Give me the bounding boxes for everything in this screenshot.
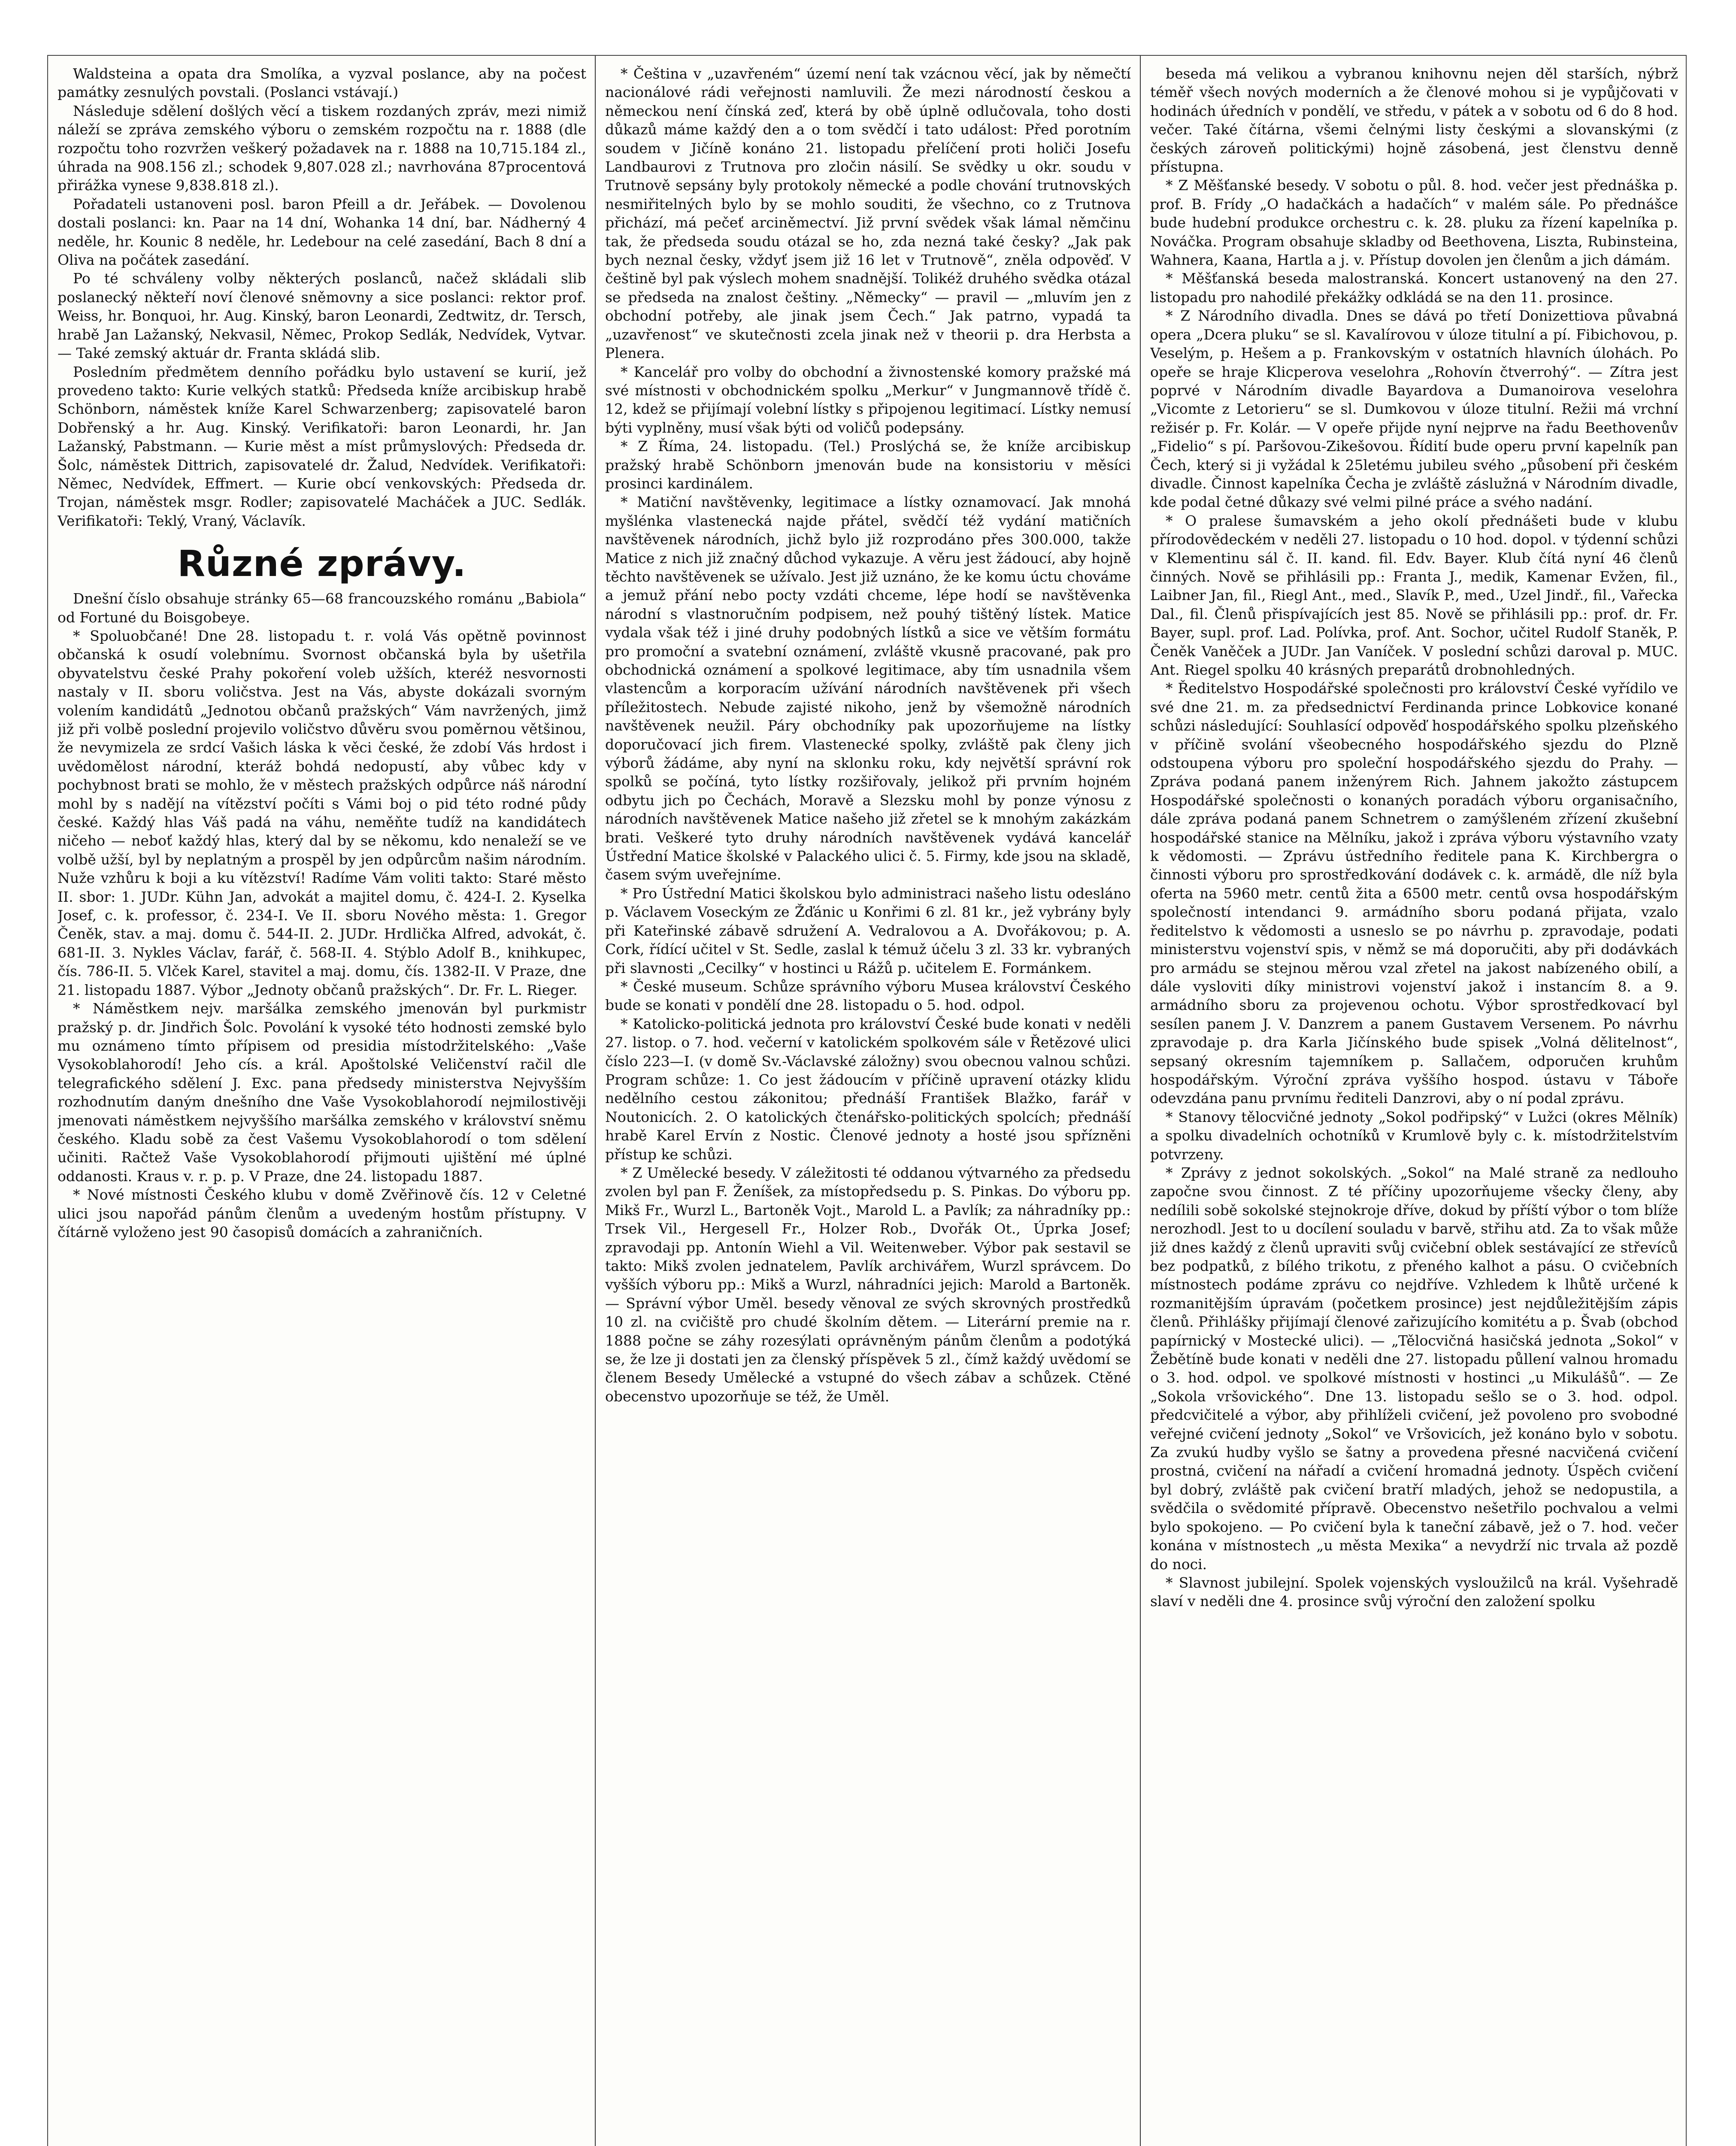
column-1: [58, 64, 586, 2146]
paragraph: * Z Říma, 24. listopadu. (Tel.) Proslýchá se, že kníže arcibiskup pražský hrabě Schönborn jmenován bude na konsistoriu v měsíci prosinci kardinálem.: [605, 438, 1131, 492]
paragraph: * Katolicko-politická jednota pro království České bude konati v neděli 27. listop. o 7. hod. večerní v katolickém spolkovém sále v Řetězové ulici číslo 223—I. (v domě Sv.-Václavské záložny) svou obecnou valnou schůzi. Program schůze: 1. Co jest žádoucím v příčině upravení otázky klidu nedělního cestou zákonitou; přednáší František Blažko, farář v Noutonicích. 2. O katolických čtenářsko-politických spolcích; přednáší hrabě Karel Ervín z Nostic. Členové jednoty a hosté jsou spřízněni přístup ke schůzi.: [605, 1015, 1131, 1163]
paragraph: * O pralese šumavském a jeho okolí přednášeti bude v klubu přírodovědeckém v neděli 27. listopadu o 10 hod. dopol. v týdenní schůzi v Klementinu sál č. II. kand. fil. Edv. Bayer. Klub čítá nyní 46 členů činných. Nově se přihlásili pp.: Franta J., medik, Kamenar Evžen, fil., Laibner Jan, fil., Riegl Ant., med., Slavík P., med., Uzel Jindř., fil., Vařecka Dal., fil. Členů přispívajících jest 85. Nově se přihlásili pp.: prof. dr. Fr. Bayer, supl. prof. Lad. Polívka, prof. Ant. Sochor, učitel Rudolf Staněk, P. Čeněk Vaněček a JUDr. Jan Vaníček. V poslední schůzi daroval p. MUC. Ant. Riegel spolku 40 krásných preparátů drobnohledných.: [1150, 512, 1678, 678]
paragraph: * Pro Ústřední Matici školskou bylo administraci našeho listu odesláno p. Václavem Voseckým ze Žďánic u Konřimi 6 zl. 81 kr., jež vybrány byly při Kateřinské zábavě sdružení A. Vedralovou a A. Dvořákovou; p. A. Cork, řídící učitel v St. Sedle, zaslal k témuž účelu 3 zl. 33 kr. vybraných při slavnosti „Cecilky“ v hostinci u Rážů p. učitelem E. Formánkem.: [605, 885, 1131, 976]
newspaper-page: [47, 55, 1687, 2146]
paragraph: * Matiční navštěvenky, legitimace a lístky oznamovací. Jak mnohá myšlénka vlastenecká najde přátel, svědčí též vydání matičních navštěvenek národních, jichž bylo již rozprodáno přes 300.000, takže Matice z nich již značný důchod vykazuje. A věru jest žádoucí, aby hojně těchto navštěvenek se užívalo. Jest již uznáno, že ke komu úctu chováme a jemuž přání nebo pocty vzdáti chceme, lépe hodí se navštěvenka národní s vlastnoručním podpisem, než pouhý tištěný lístek. Matice vydala však též i jiné druhy podobných lístků a sice ve větším formátu pro promoční a svatební oznámení, zvláště vkusně pracované, pak pro obchodnická oznámení a spolkové legitimace, aby tím usnadnila všem vlastencům a korporacím užívání národních navštěvenek při všech příležitostech. Nebude zajisté nikoho, jenž by všemožně národních navštěvenek neužil. Páry obchodníky pak upozorňujeme na lístky doporučovací jich firem. Vlastenecké spolky, zvláště pak členy jich výborů žádáme, aby nyní na sklonku roku, kdy největší správní rok spolků se počíná, tyto lístky rozšiřovaly, jelikož při prvním hojném odbytu jich po Čechách, Moravě a Slezsku mohl by ponze výnosu z národních navštěvenek Matice našeho již zřetel se k mnohým zakázkám brati. Veškeré tyto druhy národních navštěvenek vydává kancelář Ústřední Matice školské v Palackého ulici č. 5. Firmy, kde jsou na skladě, časem svým uveřejníme.: [605, 494, 1131, 883]
paragraph: * Stanovy tělocvičné jednoty „Sokol podřipský“ v Lužci (okres Mělník) a spolku divadelních ochotníků v Krumlově byly c. k. místodržitelstvím potvrzeny.: [1150, 1108, 1678, 1163]
paragraph: beseda má velikou a vybranou knihovnu nejen děl starších, nýbrž téměř všech nových moderních a že členové mohou si je vypůjčovati v hodinách úředních v pondělí, ve středu, v pátek a v sobotu od 6 do 8 hod. večer. Také čítárna, všemi čelnými listy českými a slovanskými (z českých zároveň politickými) hojně zásobená, jest členstvu denně přístupna.: [1150, 65, 1678, 176]
paragraph: * Čeština v „uzavřeném“ území není tak vzácnou věcí, jak by němečtí nacionálové rádi veřejnosti namluvili. Že mezi národností českou a německou není čínská zeď, která by obě úplně odlučovala, toho dosti důkazů máme každý den a o tom svědčí i tato událost: Před porotním soudem v Jičíně konáno 21. listopadu přelíčení proti holiči Josefu Landbaurovi z Trutnova pro zločin násilí. Se svědky u okr. soudu v Trutnově sepsány byly protokoly německé a podle chování trutnovských nesmiřitelných bylo by se mohlo souditi, že všechno, co z Trutnova přichází, má pečeť arciněmectví. Již první svědek však lámal němčinu tak, že předseda soudu otázal se ho, zda nezná také česky? „Jak pak bych neznal česky, vždyť jsem již 16 let v Trutnově“, zněla odpověď. V češtině byl pak výslech mohem snadnější. Tolikéž druhého svědka otázal se předseda na znalost češtiny. „Německy“ — pravil — „mluvím jen z obchodní potřeby, ale jinak jsem Čech.“ Jak patrno, vypadá ta „uzavřenost“ ve skutečnosti zcela jinak než v theorii p. dra Herbsta a Plenera.: [605, 65, 1131, 362]
section-heading: Různé zprávy.: [177, 543, 467, 585]
column-2: [605, 64, 1131, 2146]
paragraph: * Měšťanská beseda malostranská. Koncert ustanovený na den 27. listopadu pro nahodilé překážky odkládá se na den 11. prosince.: [1150, 270, 1678, 306]
paragraph: * České museum. Schůze správního výboru Musea království Českého bude se konati v pondělí dne 28. listopadu o 5. hod. odpol.: [605, 978, 1131, 1014]
paragraph: Následuje sdělení došlých věcí a tiskem rozdaných zpráv, mezi nimiž náleží se zpráva zemského výboru o zemském rozpočtu na r. 1888 (dle rozpočtu toho rozvržen veškerý požadavek na r. 1888 na 10,715.184 zl., úhrada na 908.156 zl.; schodek 9,807.028 zl.; navrhována 87procentová přirážka vynese 9,838.818 zl.).: [58, 102, 586, 194]
paragraph: Po té schváleny volby některých poslanců, načež skládali slib poslanecký někteří noví členové sněmovny a sice poslanci: rektor prof. Weiss, hr. Bonquoi, hr. Aug. Kinský, baron Leonardi, Zedtwitz, dr. Tersch, hrabě Jan Lažanský, Nekvasil, Němec, Prokop Sedlák, Nedvídek, Vytvar. — Také zemský aktuár dr. Franta skládá slib.: [58, 270, 586, 362]
paragraph: * Kancelář pro volby do obchodní a živnostenské komory pražské má své místnosti v obchodnickém spolku „Merkur“ v Jungmannově třídě č. 12, kdež se přijímají volební lístky s připojenou legitimací. Lístky nemusí býti vyplněny, musí však býti od voličů podepsány.: [605, 363, 1131, 436]
paragraph: Posledním předmětem denního pořádku bylo ustavení se kurií, jež provedeno takto: Kurie velkých statků: Předseda kníže arcibiskup hrabě Schönborn, náměstek kníže Karel Schwarzenberg; zapisovatelé baron Dobřenský a hr. Aug. Kinský. Verifikatoři: baron Leonardi, hr. Jan Lažanský, Pabstmann. — Kurie měst a míst průmyslových: Předseda dr. Šolc, náměstek Dittrich, zapisovatelé dr. Žalud, Nedvídek. Verifikatoři: Němec, Nedvídek, Effmert. — Kurie obcí venkovských: Předseda dr. Trojan, náměstek msgr. Rodler; zapisovatelé Macháček a JUC. Sedlák. Verifikatoři: Teklý, Vraný, Václavík.: [58, 363, 586, 529]
paragraph: * Náměstkem nejv. maršálka zemského jmenován byl purkmistr pražský p. dr. Jindřich Šolc. Povolání k vysoké této hodnosti zemské bylo mu oznámeno tímto přípisem od presidia místodržitelského: „Vaše Vysokoblahorodí! Jeho cís. a král. Apoštolské Veličenství račil dle telegrafického sdělení J. Exc. pana předsedy ministerstva Nejvyšším rozhodnutím daným dnešního dne Vaše Vysokoblahorodí nejmilostivěji jmenovati náměstkem nejvyššího maršálka zemského v království sněmu českého. Kladu sobě za čest Vašemu Vysokoblahorodí o tom sdělení učiniti. Račtež Vaše Vysokoblahorodí přijmouti ujištění mé úplné oddanosti. Kraus v. r. p. p. V Praze, dne 24. listopadu 1887.: [58, 1000, 586, 1185]
paragraph: * Z Měšťanské besedy. V sobotu o půl. 8. hod. večer jest přednáška p. prof. B. Frídy „O hadačkách a hadačích“ v malém sále. Po přednášce bude hudební produkce orchestru c. k. 28. pluku za řízení kapelníka p. Nováčka. Program obsahuje skladby od Beethovena, Liszta, Rubinsteina, Wahnera, Kaana, Hartla a j. v. Přístup dovolen jen členům a jich dámám.: [1150, 177, 1678, 269]
paragraph: * Z Umělecké besedy. V záležitosti té oddanou výtvarného za předsedu zvolen byl pan F. Ženíšek, za místopředsedu p. S. Pinkas. Do výboru pp. Mikš Fr., Wurzl L., Bartoněk Vojt., Marold L. a Pavlík; za náhradníky pp.: Trsek Vil., Hergesell Fr., Holzer Rob., Dvořák Ot., Úprka Josef; zpravodaji pp. Antonín Wiehl a Vil. Weitenweber. Výbor pak sestavil se takto: Mikš zvolen jednatelem, Pavlík archivářem, Wurzl správcem. Do vyšších výboru pp.: Mikš a Wurzl, náhradníci jejich: Marold a Bartoněk. — Správní výbor Uměl. besedy věnoval ze svých skrovných prostředků 10 zl. na cvičiště pro chudé školním dětem. — Literární premie na r. 1888 počne se záhy rozesýlati oprávněným pánům členům a podotýká se, že lze ji dostati jen za členský příspěvek 5 zl., čímž každý uvědomí se členem Besedy Umělecké a vstupné do všech zábav a schůzek. Ctěné obecenstvo upozorňuje se též, že Uměl.: [605, 1164, 1131, 1405]
paragraph: * Z Národního divadla. Dnes se dává po třetí Donizettiova půvabná opera „Dcera pluku“ se sl. Kavalírovou v úloze titulní a pí. Fibichovou, p. Veselým, p. Hešem a p. Frankovským v ostatních hlavních úlohách. Po opeře se hraje Klicperova veselohra „Rohovín čtverrohý“. — Zítra jest poprvé v Národním divadle Bayardova a Dumanoirova veselohra „Vicomte z Letorieru“ se sl. Dumkovou v úloze titulní. Režii má vrchní režisér p. Fr. Kolár. — V opeře přijde nyní nejprve na řadu Beethovenův „Fidelio“ s pí. Paršovou-Zikešovou. Řídití bude operu první kapelník pan Čech, který si ji vyžádal k 25letému jubileu svého „působení při českém divadle. Činnost kapelníka Čecha je zvláště záslužná v Národním divadle, kde podal četné důkazy své velmi pilné práce a svého nadání.: [1150, 307, 1678, 511]
column-rule: [1140, 56, 1141, 2146]
paragraph: * Nové místnosti Českého klubu v domě Zvěřinově čís. 12 v Celetné ulici jsou napořád pánům členům a uvedeným hostům přístupny. V čítárně vyloženo jest 90 časopisů domácích a zahraničních.: [58, 1186, 586, 1240]
paragraph: Dnešní číslo obsahuje stránky 65—68 francouzského románu „Babiola“ od Fortuné du Boisgobeye.: [58, 590, 586, 626]
column-3: [1150, 64, 1678, 2146]
paragraph: * Slavnost jubilejní. Spolek vojenských vysloužilců na král. Vyšehradě slaví v neděli dne 4. prosince svůj výroční den založení spolku: [1150, 1574, 1678, 1610]
paragraph: * Ředitelstvo Hospodářské společnosti pro království České vyřídilo ve své dne 21. m. za předsednictví Ferdinanda prince Lobkovice konané schůzi následující: Souhlasící odpověď hospodářského spolku plzeňského v příčině svolání všeobecného hospodářského sjezdu do Plzně odstoupena výboru pro společní hospodářského sjezdu do Prahy. — Zpráva podaná panem inženýrem Rich. Jahnem jakožto zástupcem Hospodářské společnosti o konaných poradách výboru organisačního, dále zpráva podaná panem Schnetrem o zamýšleném zřízení zkušební hospodářské stanice na Mělníku, jakož i zpráva výboru výstavního vzaty k vědomosti. — Zprávu ústředního ředitele pana K. Kirchbergra o činnosti výboru pro sprostředkování dodávek c. k. armádě, dle níž byla oferta na 5960 metr. centů žita a 6500 metr. centů ovsa hospodářským společností intendanci 9. armádního sboru podaná přijata, vzalo ředitelstvo k vědomosti a usneslo se po návrhu p. zpravodaje, podati ministerstvu vojenství spis, v němž se má doporučiti, aby při dodávkách pro armádu se stejnou měrou vzal zřetel na jakost nabízeného obilí, a dále vysloviti díky ministrovi vojenství jakož i instancím 8. a 9. armádního sboru za projevenou ochotu. Výbor sprostředkovací byl sesílen panem J. V. Danzrem a panem Gustavem Versenem. Po návrhu zpravodaje p. dra Karla Jičínského bude spisek „Volná dělitelnost“, sepsaný okresním tajemníkem p. Sallačem, odporučen kruhům hospodářským. Výroční zpráva vyššího hospod. ústavu v Táboře odevzdána panu prvnímu řediteli Danzrovi, aby o ní podal zprávu.: [1150, 680, 1678, 1107]
paragraph: * Zprávy z jednot sokolských. „Sokol“ na Malé straně za nedlouho započne svou činnost. Z té příčiny upozorňujeme všecky členy, aby nedílili sobě sokolské stejnokroje dříve, dokud by příští výbor o tom blíže nerozhodl. Jest to u docílení souladu v barvě, střihu atd. Za to však může již dnes každý z členů upraviti svůj cvičební oblek sestávající ze střevíců bez podpatků, z bílého trikotu, z přeného kalhot a pásu. O cvičebních místnostech podáme zprávu co nejdříve. Vzhledem k lhůtě určené k rozmanitějším úpravám (početkem prosince) jest nejdůležitějším zápis členů. Přihlášky přijímají členové zařizujícího komitétu a p. Švab (obchod papírnický v Mostecké ulici). — „Tělocvičná hasičská jednota „Sokol“ v Žebětíně bude konati v neděli dne 27. listopadu půllení valnou hromadu o 3. hod. odpol. ve spolkové místnosti v hostinci „u Mikulášů“. — Ze „Sokola vršovického“. Dne 13. listopadu sešlo se o 3. hod. odpol. předcvičitelé a výbor, aby přihlíželi cvičení, jež povoleno pro svobodné veřejné cvičení jednoty „Sokol“ ve Vršovicích, jež konáno bylo v sobotu. Za zvukú hudby vyšlo se šatny a provedena přesné nacvičená cvičení prostná, cvičení na nářadí a cvičení hromadná jednoty. Úspěch cvičení byl dobrý, zvláště pak cvičení bratří mladých, jehož se nedopustila, a svědčila o svědomité přípravě. Obecenstvo nešetřilo pochvalou a velmi bylo spokojeno. — Po cvičení byla k taneční zábavě, jež o 7. hod. večer konána v místnostech „u města Mexika“ a nevydrží nic trvala až pozdě do noci.: [1150, 1164, 1678, 1573]
paragraph: Waldsteina a opata dra Smolíka, a vyzval poslance, aby na počest památky zesnulých povstali. (Poslanci vstávají.): [58, 65, 586, 101]
column-rule: [595, 56, 596, 2146]
paragraph: * Spoluobčané! Dne 28. listopadu t. r. volá Vás opětně povinnost občanská k osudí volebnímu. Svornost občanská byla by ušetřila obyvatelstvu české Prahy pokoření voleb užších, kteréž nesvornosti nastaly v II. sboru voličstva. Jest na Vás, abyste dokázali svorným volením kandidátů „Jednotou občanů pražských“ Vám navržených, jimž již při volbě poslední projevilo voličstvo důvěru svou poměrnou většinou, že nevymizela ze srdcí Vašich láska k věci české, že zdobí Vás hrdost i uvědomělost národní, kteráž bohdá nedopustí, aby vůbec kdy v pochybnost brati se mohlo, že v městech pražských odpůrce náš národní mohl by s nadějí na vítězství počíti s Vámi boj o pid této rodné půdy české. Každý hlas Váš padá na váhu, neměňte tudíž na kandidátech ničeho — neboť každý hlas, který dal by se někomu, kdo nenaleží se ve volbě užší, byl by neplatným a prospěl by jen odpůrcům našim národním. Nuže vzhůru k boji a ku vítězství! Radíme Vám voliti takto: Staré město II. sbor: 1. JUDr. Kühn Jan, advokát a majitel domu, č. 424-I. 2. Kyselka Josef, c. k. professor, č. 234-I. Ve II. sboru Nového města: 1. Gregor Čeněk, stav. a maj. domu č. 544-II. 2. JUDr. Hrdlička Alfred, advokát, č. 681-II. 3. Nykles Václav, farář, č. 568-II. 4. Stýblo Adolf B., knihkupec, čís. 786-II. 5. Vlček Karel, stavitel a maj. domu, čís. 1382-II. V Praze, dne 21. listopadu 1887. Výbor „Jednoty občanů pražských“. Dr. Fr. L. Rieger.: [58, 627, 586, 998]
paragraph: Pořadateli ustanoveni posl. baron Pfeill a dr. Jeřábek. — Dovolenou dostali poslanci: kn. Paar na 14 dní, Wohanka 14 dní, bar. Nádherný 4 neděle, hr. Kounic 8 neděle, hr. Ledebour na celé zasedání, Bach 8 dní a Oliva na počátek zasedání.: [58, 195, 586, 269]
